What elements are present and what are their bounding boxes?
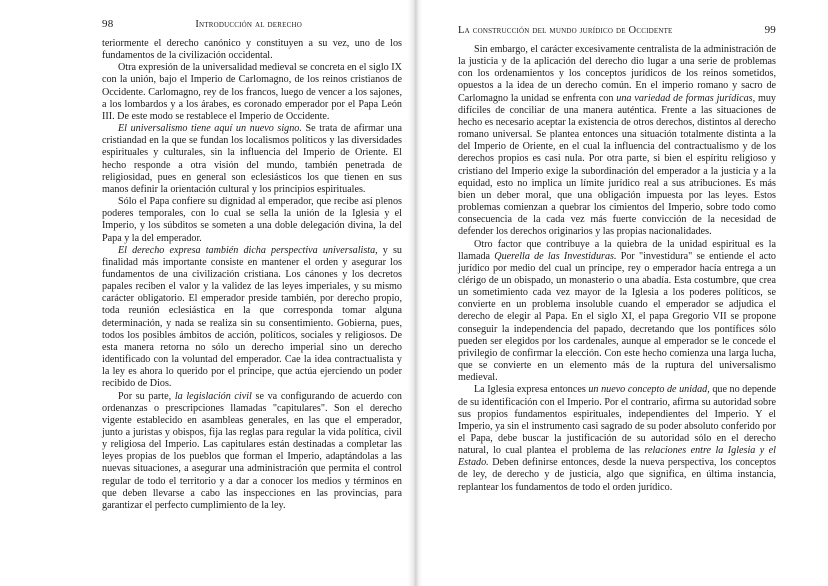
- left-page-body: [102, 38, 402, 512]
- left-page-header: [102, 18, 402, 30]
- paragraph: El derecho expresa también dicha perspectiva universalista, y su finalidad más importante consiste en mantener el orden y asegurar los fundamentos de una civilización cristiana. Los cánones y los decretos papales reciben el valor y la validez de las leyes imperiales, y su mismo carácter obligatorio. El emperador preside también, por derecho propio, toda reunión eclesiástica en la que corresponda tomar alguna determinación, y nada se realiza sin su consentimiento. Gobierna, pues, todos los posibles ámbitos de acción, políticos, sociales y religiosos. De esta manera retorna no sólo un derecho imperial sino un derecho identificado con la voluntad del emperador. Cae la idea contractualista y la ley es ahora lo querido por el príncipe, que actúa ejerciendo un poder recibido de Dios.: [102, 244, 402, 390]
- paragraph: La Iglesia expresa entonces un nuevo concepto de unidad, que no depende de su identificación con el Imperio. Por el contrario, afirma su autoridad sobre sus propios fundamentos espirituales, independientes del Imperio. Y el Imperio, ya sin el instrumento casi sagrado de su poder absoluto conferido por el Papa, debe buscar la justificación de su autoridad sólo en el derecho natural, lo cual plantea el problema de las relaciones entre la Iglesia y el Estado. Deben definirse entonces, desde la nueva perspectiva, los conceptos de ley, de derecho y de justicia, algo que significa, en última instancia, replantear los fundamentos de todo el orden jurídico.: [458, 384, 776, 493]
- paragraph: Sólo el Papa confiere su dignidad al emperador, que recibe así plenos poderes temporales, con lo cual se sella la unión de la Iglesia y el Imperio, y los súbditos se someten a una doble delegación divina, la del Papa y la del emperador.: [102, 196, 402, 244]
- paragraph: Sin embargo, el carácter excesivamente centralista de la administración de la justicia y de la aplicación del derecho dio lugar a una serie de problemas con los ordenamientos y los conceptos jurídicos de los reinos sometidos, opuestos a la idea de un derecho común. En el imperio romano y sacro de Carlomagno la unidad se enfrenta con una variedad de formas jurídicas, muy difíciles de conciliar de una manera auténtica. Frente a las situaciones de hecho es necesario aceptar la existencia de otros derechos, distintos al derecho romano universal. Se plantea entonces una situación totalmente distinta a la del Imperio de Oriente, en el cual la influencia del contractualismo y de los derechos propios es casi nula. Por otra parte, si bien el espíritu religioso y cristiano del Imperio exige la subordinación del emperador a la justicia y a la equidad, esto no implica un límite jurídico real a sus atribuciones. Es más bien un deber moral, que una obligación impuesta por las leyes. Estos problemas comienzan a quebrar los cimientos del Imperio, sobre todo como consecuencia de la cada vez más fuerte convicción de la necesidad de defender los derechos originarios y las propias nacionalidades.: [458, 44, 776, 238]
- paragraph: teriormente el derecho canónico y constituyen a su vez, uno de los fundamentos de la civilización occidental.: [102, 38, 402, 62]
- right-running-head: La construcción del mundo jurídico de Occidente: [458, 25, 673, 36]
- left-page-number: 98: [102, 18, 114, 30]
- left-running-head: Introducción al derecho: [195, 19, 302, 30]
- paragraph: Otra expresión de la universalidad medieval se concreta en el siglo IX con la unión, bajo el Imperio de Carlomagno, de los reinos cristianos de Occidente. Carlomagno, rey de los francos, luego de vencer a los sajones, a los lombardos y a los árabes, es coronado emperador por el Papa León III. De este modo se restablece el Imperio de Occidente.: [102, 62, 402, 122]
- right-page-body: [458, 44, 776, 494]
- right-page-header: [458, 24, 776, 36]
- paragraph: Otro factor que contribuye a la quiebra de la unidad espiritual es la llamada Querella de las Investiduras. Por "investidura" se entiende el acto jurídico por medio del cual un príncipe, rey o emperador hacía entrega a un clérigo de un obispado, un monasterio o una abadía. Esta costumbre, que crea un sometimiento cada vez mayor de la Iglesia a los poderes políticos, se convierte en un problema insoluble cuando el emperador se adjudica el derecho de elegir al Papa. En el siglo XI, el papa Gregorio VII se propone conseguir la independencia del papado, decretando que los pontífices sólo pueden ser elegidos por los cardenales, aunque al emperador se le concede el privilegio de confirmar la elección. Con este hecho comienza una larga lucha, que se convierte en un elemento más de la ruptura del universalismo medieval.: [458, 238, 776, 384]
- right-page: [414, 0, 828, 586]
- right-page-number: 99: [764, 24, 776, 36]
- paragraph: El universalismo tiene aquí un nuevo signo. Se trata de afirmar una cristiandad en la que se fundan los localismos políticos y las diversidades espirituales y culturales, sin la influencia del Imperio de Oriente. El hecho responde a otra visión del mundo, también penetrada de religiosidad, pues en general son eclesiásticos los que tienen en sus manos definir la orientación cultural y los principios espirituales.: [102, 123, 402, 195]
- paragraph: Por su parte, la legislación civil se va configurando de acuerdo con ordenanzas o prescripciones llamadas "capitulares". Son el derecho vigente establecido en asambleas generales, en las que el emperador, junto a juristas y obispos, fija las reglas para regular la vida política, civil y religiosa del Imperio. Las capitulares están destinadas a completar las leyes propias de los pueblos que forman el Imperio, adaptándolas a las nuevas situaciones, a asegurar una administración que permita el control regular de todo el territorio y a dar a conocer los medios y términos en que deben llevarse a cabo las inspecciones en las provincias, para garantizar el perfecto cumplimiento de la ley.: [102, 390, 402, 511]
